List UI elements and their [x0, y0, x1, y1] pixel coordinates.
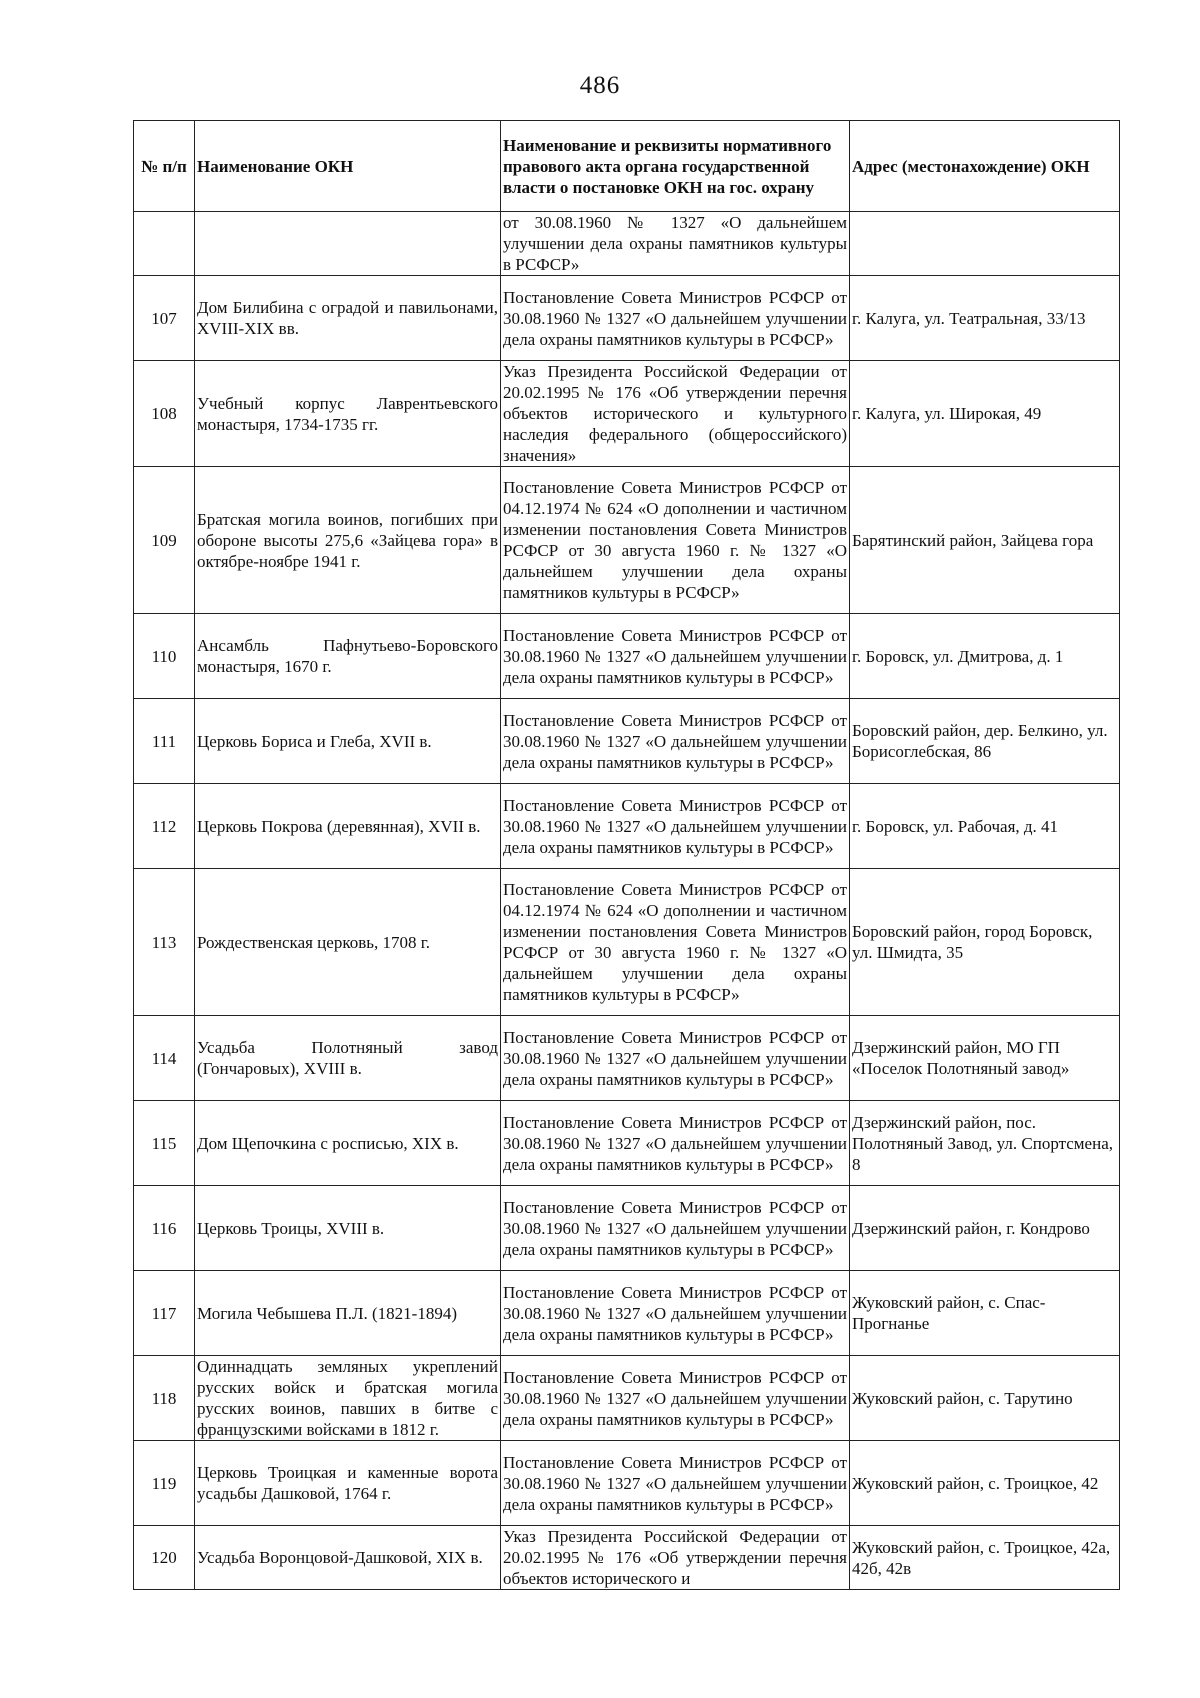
cell-num: 112 [134, 784, 195, 869]
cell-num: 115 [134, 1101, 195, 1186]
okn-table [133, 120, 1120, 1590]
table-row [134, 1356, 1120, 1441]
cell-num: 109 [134, 467, 195, 614]
cell-address: Барятинский район, Зайцева гора [850, 467, 1120, 614]
cell-address: г. Калуга, ул. Театральная, 33/13 [850, 276, 1120, 361]
table-header-row [134, 121, 1120, 212]
table-row [134, 614, 1120, 699]
table-row [134, 467, 1120, 614]
cell-name: Братская могила воинов, погибших при обороне высоты 275,6 «Зайцева гора» в октябре-ноябре 1941 г. [195, 467, 501, 614]
cell-num: 116 [134, 1186, 195, 1271]
cell-num: 117 [134, 1271, 195, 1356]
cell-name: Дом Билибина с оградой и павильонами, XVIII-XIX вв. [195, 276, 501, 361]
cell-name: Церковь Покрова (деревянная), XVII в. [195, 784, 501, 869]
cell-address: Боровский район, город Боровск, ул. Шмидта, 35 [850, 869, 1120, 1016]
cell-address: Боровский район, дер. Белкино, ул. Борисоглебская, 86 [850, 699, 1120, 784]
cell-act: Постановление Совета Министров РСФСР от 30.08.1960 № 1327 «О дальнейшем улучшении дела охраны памятников культуры в РСФСР» [501, 614, 850, 699]
header-name: Наименование ОКН [195, 121, 501, 212]
cell-name: Учебный корпус Лаврентьевского монастыря, 1734-1735 гг. [195, 361, 501, 467]
cell-name: Одиннадцать земляных укреплений русских войск и братская могила русских воинов, павших в битве с французскими войсками в 1812 г. [195, 1356, 501, 1441]
cell-name: Церковь Троицы, XVIII в. [195, 1186, 501, 1271]
cell-name: Дом Щепочкина с росписью, XIX в. [195, 1101, 501, 1186]
cell-name: Церковь Троицкая и каменные ворота усадьбы Дашковой, 1764 г. [195, 1441, 501, 1526]
table-row [134, 361, 1120, 467]
cell-act: Постановление Совета Министров РСФСР от 04.12.1974 № 624 «О дополнении и частичном изменении постановления Совета Министров РСФСР от 30 августа 1960 г. № 1327 «О дальнейшем улучшении дела охраны памятников культуры в РСФСР» [501, 869, 850, 1016]
cell-address: Жуковский район, с. Тарутино [850, 1356, 1120, 1441]
cell-name: Ансамбль Пафнутьево-Боровского монастыря, 1670 г. [195, 614, 501, 699]
cell-address: г. Боровск, ул. Рабочая, д. 41 [850, 784, 1120, 869]
cell-num: 110 [134, 614, 195, 699]
cell-num: 111 [134, 699, 195, 784]
table-row [134, 1526, 1120, 1590]
cell-address: Жуковский район, с. Спас-Прогнанье [850, 1271, 1120, 1356]
cell-num: 108 [134, 361, 195, 467]
cell-act: Постановление Совета Министров РСФСР от 30.08.1960 № 1327 «О дальнейшем улучшении дела охраны памятников культуры в РСФСР» [501, 276, 850, 361]
cell-address: Дзержинский район, пос. Полотняный Завод, ул. Спортсмена, 8 [850, 1101, 1120, 1186]
table-row [134, 1271, 1120, 1356]
header-address: Адрес (местонахождение) ОКН [850, 121, 1120, 212]
cell-num: 107 [134, 276, 195, 361]
cell-name [195, 212, 501, 276]
cell-act: Указ Президента Российской Федерации от 20.02.1995 № 176 «Об утверждении перечня объектов исторического и [501, 1526, 850, 1590]
table-row [134, 784, 1120, 869]
cell-act: Постановление Совета Министров РСФСР от 30.08.1960 № 1327 «О дальнейшем улучшении дела охраны памятников культуры в РСФСР» [501, 1101, 850, 1186]
cell-name: Усадьба Полотняный завод (Гончаровых), XVIII в. [195, 1016, 501, 1101]
cell-name: Рождественская церковь, 1708 г. [195, 869, 501, 1016]
table-row [134, 1016, 1120, 1101]
cell-act: от 30.08.1960 № 1327 «О дальнейшем улучшении дела охраны памятников культуры в РСФСР» [501, 212, 850, 276]
cell-num: 120 [134, 1526, 195, 1590]
cell-act: Указ Президента Российской Федерации от 20.02.1995 № 176 «Об утверждении перечня объектов исторического и культурного наследия федерального (общероссийского) значения» [501, 361, 850, 467]
cell-address: Дзержинский район, МО ГП «Поселок Полотняный завод» [850, 1016, 1120, 1101]
cell-address: Жуковский район, с. Троицкое, 42а, 42б, 42в [850, 1526, 1120, 1590]
header-num: № п/п [134, 121, 195, 212]
cell-address: г. Калуга, ул. Широкая, 49 [850, 361, 1120, 467]
cell-name: Усадьба Воронцовой-Дашковой, XIX в. [195, 1526, 501, 1590]
cell-address: Дзержинский район, г. Кондрово [850, 1186, 1120, 1271]
table-row [134, 1101, 1120, 1186]
cell-address: г. Боровск, ул. Дмитрова, д. 1 [850, 614, 1120, 699]
page-number: 486 [579, 72, 621, 99]
cell-name: Церковь Бориса и Глеба, XVII в. [195, 699, 501, 784]
cell-act: Постановление Совета Министров РСФСР от 30.08.1960 № 1327 «О дальнейшем улучшении дела охраны памятников культуры в РСФСР» [501, 1441, 850, 1526]
cell-act: Постановление Совета Министров РСФСР от 30.08.1960 № 1327 «О дальнейшем улучшении дела охраны памятников культуры в РСФСР» [501, 699, 850, 784]
table-row-continuation [134, 212, 1120, 276]
cell-act: Постановление Совета Министров РСФСР от 04.12.1974 № 624 «О дополнении и частичном изменении постановления Совета Министров РСФСР от 30 августа 1960 г. № 1327 «О дальнейшем улучшении дела охраны памятников культуры в РСФСР» [501, 467, 850, 614]
cell-num: 114 [134, 1016, 195, 1101]
cell-name: Могила Чебышева П.Л. (1821-1894) [195, 1271, 501, 1356]
cell-num: 113 [134, 869, 195, 1016]
table-row [134, 1186, 1120, 1271]
cell-address: Жуковский район, с. Троицкое, 42 [850, 1441, 1120, 1526]
header-act: Наименование и реквизиты нормативного правового акта органа государственной власти о постановке ОКН на гос. охрану [501, 121, 850, 212]
table-row [134, 869, 1120, 1016]
cell-num: 118 [134, 1356, 195, 1441]
table-row [134, 276, 1120, 361]
cell-num: 119 [134, 1441, 195, 1526]
table-row [134, 699, 1120, 784]
cell-address [850, 212, 1120, 276]
cell-act: Постановление Совета Министров РСФСР от 30.08.1960 № 1327 «О дальнейшем улучшении дела охраны памятников культуры в РСФСР» [501, 784, 850, 869]
cell-act: Постановление Совета Министров РСФСР от 30.08.1960 № 1327 «О дальнейшем улучшении дела охраны памятников культуры в РСФСР» [501, 1186, 850, 1271]
cell-num [134, 212, 195, 276]
cell-act: Постановление Совета Министров РСФСР от 30.08.1960 № 1327 «О дальнейшем улучшении дела охраны памятников культуры в РСФСР» [501, 1016, 850, 1101]
table-row [134, 1441, 1120, 1526]
cell-act: Постановление Совета Министров РСФСР от 30.08.1960 № 1327 «О дальнейшем улучшении дела охраны памятников культуры в РСФСР» [501, 1356, 850, 1441]
cell-act: Постановление Совета Министров РСФСР от 30.08.1960 № 1327 «О дальнейшем улучшении дела охраны памятников культуры в РСФСР» [501, 1271, 850, 1356]
